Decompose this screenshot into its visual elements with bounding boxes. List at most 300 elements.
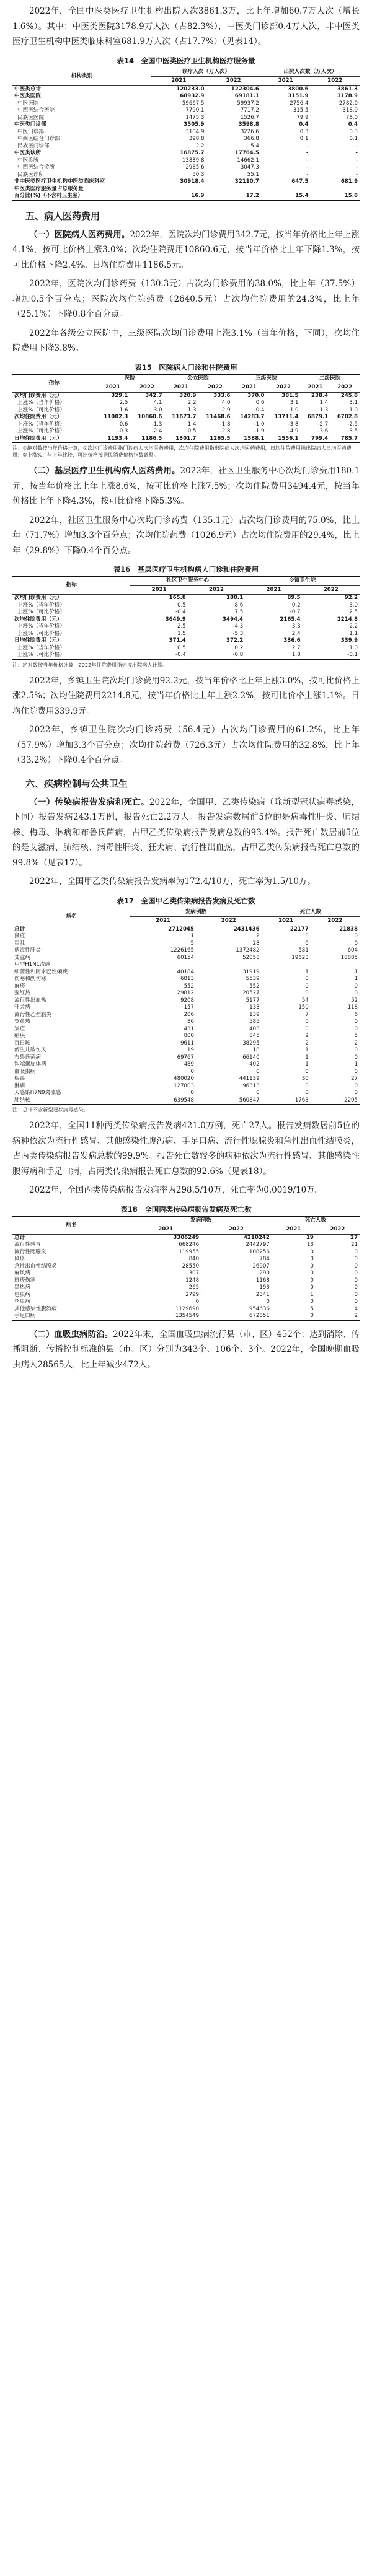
- table-cell: 0: [256, 1068, 260, 1075]
- table-cell: 118: [347, 1004, 358, 1010]
- table-cell: 54: [301, 997, 309, 1004]
- row-label: 疟疾: [14, 1033, 25, 1039]
- table-cell: 27: [351, 1076, 358, 1082]
- row-label: 中医诊所: [17, 157, 39, 164]
- table-year-header: 2021: [272, 1225, 316, 1235]
- table-cell: 560847: [196, 1097, 262, 1105]
- row-label: 民族医医院: [17, 114, 44, 121]
- table-cell: 290: [259, 1270, 270, 1276]
- table-cell: 0: [310, 1299, 314, 1305]
- table-cell: 133: [249, 1004, 260, 1010]
- row-label: 黑热病: [14, 1284, 30, 1290]
- paragraph-text: 2022年，医院次均门诊费用342.7元，按当年价格比上年上涨4.1%，按可比价格上涨3.0%；次均住院费用10860.6元，按当年价格比上年下降1.3%，按可比价格下降2.4%。日均住院费用1186.5元。: [12, 229, 360, 270]
- table-cell: 9611: [180, 1040, 194, 1046]
- paragraph-lead: （二）血吸虫病防治。: [29, 1329, 113, 1339]
- row-label: 人感染H7N9禽流感: [14, 1090, 61, 1096]
- table-cell: 3151.9: [288, 93, 309, 99]
- table-cell: 52058: [242, 954, 260, 961]
- table-row: [12, 421, 360, 429]
- table-row: [12, 150, 360, 157]
- table-cell: 18: [252, 1047, 260, 1053]
- table-cell: 11673.7: [172, 414, 197, 420]
- table-cell: 0: [354, 1291, 358, 1298]
- table-cell: 13839.8: [182, 157, 205, 164]
- table-cell: 27: [350, 1234, 358, 1241]
- table-year-header: 2021: [261, 77, 311, 86]
- table-header-cell: 社区卫生服务中心: [130, 577, 245, 586]
- table-row: [12, 121, 360, 129]
- table-cell: 668246: [179, 1242, 200, 1248]
- row-label: 梅毒: [14, 1076, 25, 1082]
- table-row: [12, 1069, 360, 1076]
- table-cell: 2165.4: [280, 616, 301, 623]
- row-label: 中医类医疗服务量占总服务量: [14, 185, 84, 192]
- table-cell: -1.8: [219, 421, 231, 427]
- table-header-cell: 出院人次数（万人次）: [261, 68, 360, 77]
- table-16-block: [12, 564, 360, 668]
- table-cell: 2442797: [246, 1242, 270, 1248]
- row-label: 肺结核: [12, 1097, 130, 1105]
- table-cell: -3.5: [347, 428, 358, 434]
- table-year-header: 2021: [232, 383, 266, 393]
- table-cell: 7.5: [234, 609, 244, 615]
- table-cell: 0: [354, 1090, 358, 1096]
- table-cell: 2756.4: [290, 100, 309, 107]
- paragraph: [12, 795, 360, 871]
- table-cell: 0: [305, 933, 309, 939]
- table-cell: [151, 186, 206, 193]
- table-cell: 19: [187, 1047, 194, 1053]
- table-cell: 69181.1: [234, 93, 259, 99]
- table-row: [12, 143, 360, 151]
- table-row: [12, 1277, 360, 1285]
- row-label: 钩端螺旋体病: [14, 1061, 46, 1067]
- table-cell: 78.0: [345, 114, 358, 121]
- paragraph-lead: （一）医院病人医药费用。: [29, 229, 130, 240]
- row-label: 布鲁氏菌病: [14, 1054, 41, 1061]
- table-row: [12, 85, 360, 93]
- table-cell: 0: [354, 1263, 358, 1269]
- table-cell: 0: [305, 983, 309, 989]
- table-cell: 0: [310, 1277, 314, 1284]
- table-cell: -: [355, 157, 358, 164]
- table-cell: 0: [310, 1256, 314, 1262]
- table-cell: 0: [190, 1090, 194, 1096]
- table-cell: 1.5: [177, 630, 186, 637]
- paragraph: 2022年，全国丙类传染病报告发病率为298.5/10万，死亡率为0.0019/10万。: [29, 1185, 324, 1195]
- table-year-header: 2021: [164, 383, 198, 393]
- table-row: [12, 1249, 360, 1256]
- row-label: 上涨%（当年价格）: [17, 644, 65, 651]
- table-header-cell: 公立医院: [164, 374, 232, 383]
- row-label: 上涨%（当年价格）: [17, 400, 65, 406]
- paragraph: 2022年，乡镇卫生院次均门诊费用92.2元，按当年价格比上年上涨3.0%，按可比价格上涨2.5%；次均住院费用2214.8元，按当年价格比上年上涨2.2%，按可比价格上涨1.1%。日均住院费用339.9元。: [12, 675, 360, 716]
- table-cell: 60154: [177, 954, 194, 961]
- table-row: [12, 392, 360, 400]
- row-label: 流行性感冒: [14, 1242, 41, 1248]
- table-cell: 489: [184, 1061, 194, 1067]
- table-cell: 318.9: [342, 107, 358, 113]
- table-cell: -1.9: [254, 428, 265, 434]
- table-cell: -2.8: [219, 428, 231, 434]
- table-row: [12, 1012, 360, 1019]
- table-cell: 5539: [246, 976, 260, 982]
- table-cell: -: [306, 164, 309, 170]
- table-cell: 0: [354, 1256, 358, 1262]
- table-cell: [310, 186, 360, 193]
- table-cell: 552: [184, 983, 194, 989]
- row-label: 上涨%（可比价格）: [17, 406, 65, 413]
- paragraph: 2022年，乡镇卫生院次均门诊药费（56.4元）占次均门诊费用的61.2%，比上年（57.9%）增加3.3个百分点；次均住院药费（726.3元）占次均住院费用的32.8%，比上年（33.2%）下降0.4个百分点。: [12, 725, 360, 765]
- table-cell: 11468.6: [206, 414, 231, 420]
- table-cell: -0.8: [188, 652, 245, 659]
- table-cell: 1.4: [319, 400, 329, 406]
- table-cell: 3104.9: [185, 128, 205, 135]
- table-cell: 68932.9: [180, 93, 205, 99]
- table-cell: 1354549: [130, 1313, 201, 1320]
- table-cell: 0: [272, 1313, 316, 1320]
- table-cell: 3047.3: [240, 164, 259, 170]
- table-row: [12, 969, 360, 976]
- table-cell: 1.3: [187, 406, 197, 413]
- row-label: 流行性出血热: [14, 997, 46, 1004]
- table-cell: 0: [354, 1299, 358, 1305]
- table-row: [12, 172, 360, 179]
- table-cell: 1763: [262, 1097, 311, 1105]
- table-cell: 1.8: [245, 652, 302, 659]
- table-18: [12, 1216, 360, 1321]
- table-row: [12, 983, 360, 991]
- table-row: [12, 637, 360, 645]
- table-row: [12, 1033, 360, 1040]
- table-cell: 0: [305, 976, 309, 982]
- row-label: 甲型H1N1流感: [14, 962, 51, 968]
- paragraph: [12, 463, 360, 509]
- table-row: [12, 1061, 360, 1069]
- table-row: [12, 1270, 360, 1277]
- table-cell: 2205: [311, 1097, 360, 1105]
- table-cell: 0: [354, 1270, 358, 1276]
- table-cell: 1129690: [175, 1305, 200, 1312]
- table-cell: 3.3: [291, 623, 301, 629]
- table-cell: 1.4: [187, 421, 197, 427]
- table-cell: 0.4: [299, 121, 309, 128]
- paragraph: 2022年，全国11种丙类传染病报告发病421.0万例，死亡27人。报告发病数居前5位的病种依次为流行性感冒、其他感染性腹泻病、手足口病、流行性腮腺炎和急性出血性结膜炎，占丙类传染病报告发病总数的99.9%。报告死亡数较多的病种依次为流行性感冒、其他感染性腹泻病和手足口病，占丙类传染病报告死亡总数的92.6%（见表18）。: [12, 1121, 360, 1176]
- table-cell: [262, 962, 311, 969]
- table-row: [12, 1313, 360, 1320]
- document-page: [12, 0, 360, 1372]
- table-caption: 表14 全国中医类医疗卫生机构医疗服务量: [117, 56, 255, 65]
- table-cell: 11002.3: [104, 414, 128, 420]
- table-cell: 89.5: [287, 595, 301, 601]
- table-row: [12, 1284, 360, 1292]
- table-cell: 0.3: [299, 128, 309, 135]
- table-row: [12, 1004, 360, 1012]
- table-cell: 1: [305, 1054, 309, 1061]
- table-header-cell: 指标: [12, 374, 95, 392]
- table-cell: [311, 962, 360, 969]
- table-caption: 表17 全国甲乙类传染病报告发病及死亡数: [117, 896, 255, 905]
- table-cell: 0: [354, 1284, 358, 1290]
- table-row: [12, 115, 360, 122]
- table-cell: 3.1: [349, 400, 358, 406]
- table-cell: [261, 186, 311, 193]
- table-row: [12, 645, 360, 652]
- table-row: [12, 976, 360, 983]
- table-row: [12, 1263, 360, 1271]
- table-cell: 0.6: [119, 421, 128, 427]
- table-cell: 4: [354, 1305, 358, 1312]
- row-label: 斑疹伤寒: [14, 1277, 36, 1284]
- table-cell: 1556.1: [266, 436, 300, 443]
- row-label: 中西医结合门诊部: [17, 136, 60, 142]
- row-label: 非中医类医疗卫生机构中医类临床科室: [14, 178, 105, 185]
- table-cell: 3306249: [173, 1234, 200, 1241]
- table-cell: 581: [298, 947, 309, 953]
- row-label: 中医类总计: [14, 85, 41, 92]
- table-cell: 1301.7: [164, 436, 198, 443]
- table-row: [12, 1054, 360, 1062]
- table-cell: 0: [354, 940, 358, 947]
- table-cell: 21838: [339, 926, 358, 932]
- row-label: 日均住院费用（元）: [12, 436, 95, 443]
- table-cell: -: [306, 142, 309, 149]
- table-cell: 245.8: [340, 392, 358, 399]
- table-cell: 16875.7: [180, 150, 205, 156]
- table-row: [12, 631, 360, 638]
- paragraph: [12, 227, 360, 273]
- table-cell: -: [306, 157, 309, 164]
- table-cell: 0: [354, 1047, 358, 1053]
- row-label: 手足口病: [12, 1313, 130, 1320]
- table-row: [12, 178, 360, 186]
- table-cell: 1.0: [290, 406, 299, 413]
- row-label: 急性出血性结膜炎: [14, 1263, 57, 1269]
- table-cell: 0: [195, 1299, 200, 1305]
- row-label: 上涨%（可比价格）: [12, 652, 130, 659]
- table-header-cell: 医院: [95, 374, 164, 383]
- table-cell: 0: [354, 990, 358, 996]
- table-cell: 4.0: [221, 400, 231, 406]
- table-note: 注：总计不含新型冠状病毒感染。: [12, 1106, 89, 1113]
- table-row: [12, 1292, 360, 1299]
- section-title: 五、病人医药费用: [25, 210, 100, 222]
- table-cell: 639548: [130, 1097, 196, 1105]
- paragraph-text: 2022年，全国甲、乙类传染病（除新型冠状病毒感染，下同）报告发病243.1万例，报告死亡2.2万人。报告发病数居前5位的是病毒性肝炎、肺结核、梅毒、淋病和布鲁氏菌病，占甲乙类传染病报告发病总数的93.4%。报告死亡数居前5位的是艾滋病、肺结核、病毒性肝炎、狂犬病、流行性出血热，占甲乙类传染病报告死亡总数的99.8%（见表17）。: [12, 797, 360, 868]
- table-cell: 366.8: [244, 136, 259, 142]
- table-row: [12, 926, 360, 933]
- table-cell: 1: [310, 1291, 314, 1298]
- table-cell: 0: [305, 1019, 309, 1025]
- table-cell: 2.9: [221, 406, 231, 413]
- table-year-header: 2021: [130, 585, 187, 595]
- table-cell: 5: [310, 1305, 314, 1312]
- table-15-block: [12, 362, 360, 459]
- table-year-header: 2021: [95, 383, 130, 393]
- table-cell: 40184: [177, 968, 194, 975]
- row-label: 炭疽: [14, 1025, 25, 1032]
- paragraph: 2022年，社区卫生服务中心次均门诊药费（135.1元）占次均门诊费用的75.0%，比上年（71.7%）增加3.3个百分点；次均住院药费（1026.9元）占次均住院费用的29.4%，比上年（29.8%）下降0.4个百分点。: [12, 515, 360, 556]
- table-row: [12, 100, 360, 108]
- table-cell: -: [355, 142, 358, 149]
- table-header-cell: 发病例数: [130, 908, 261, 917]
- table-cell: 3800.6: [288, 85, 309, 92]
- table-cell: -1.3: [151, 421, 162, 427]
- table-cell: 0: [305, 1090, 309, 1096]
- table-cell: -0.3: [117, 428, 128, 434]
- table-header-cell: 病名: [12, 908, 130, 926]
- table-cell: 30: [301, 1076, 309, 1082]
- table-row: [12, 136, 360, 143]
- table-cell: 0: [310, 1263, 314, 1269]
- table-cell: 14662.1: [237, 157, 259, 164]
- table-cell: 3226.6: [240, 128, 259, 135]
- table-cell: 0.5: [177, 644, 186, 651]
- table-cell: 0: [310, 1248, 314, 1255]
- table-cell: -: [306, 150, 309, 156]
- table-cell: 2: [305, 1033, 309, 1039]
- table-row: [12, 1076, 360, 1083]
- table-cell: 2214.8: [337, 616, 358, 623]
- table-cell: 19623: [291, 954, 309, 961]
- table-cell: -4.9: [288, 428, 299, 434]
- table-cell: 672851: [201, 1313, 272, 1320]
- table-year-header: 2021: [300, 383, 330, 393]
- table-cell: 0.5: [187, 428, 197, 434]
- table-cell: 150: [298, 1004, 309, 1010]
- table-cell: 0.2: [291, 602, 301, 608]
- table-cell: 52: [351, 997, 358, 1004]
- table-cell: 0: [354, 1054, 358, 1061]
- table-cell: 13: [306, 1242, 314, 1248]
- table-cell: 1.0: [349, 406, 358, 413]
- table-row: [12, 940, 360, 948]
- row-label: 新生儿破伤风: [14, 1047, 46, 1053]
- table-cell: -2.7: [317, 421, 329, 427]
- table-row: [12, 436, 360, 443]
- table-cell: 157: [184, 1004, 194, 1010]
- table-cell: 604: [347, 947, 358, 953]
- table-cell: -: [355, 150, 358, 156]
- table-row: [12, 164, 360, 172]
- row-label: 次均门诊费用（元）: [14, 392, 63, 399]
- table-cell: 1: [190, 933, 194, 939]
- table-cell: 2: [305, 1040, 309, 1046]
- table-cell: 13711.4: [274, 414, 299, 420]
- table-cell: 0: [354, 1248, 358, 1255]
- table-row: [12, 414, 360, 421]
- table-cell: 108256: [249, 1248, 270, 1255]
- table-cell: 238.4: [311, 392, 329, 399]
- table-cell: 2799: [185, 1291, 200, 1298]
- paragraph: 2022年，医院次均门诊药费（130.3元）占次均门诊费用的38.0%，比上年（37.5%）增加0.5个百分点；医院次均住院药费（2640.5元）占次均住院费用的24.3%，比上年（25.1%）下降0.8个百分点。: [12, 279, 360, 319]
- table-cell: 0: [190, 1068, 194, 1075]
- table-row: [12, 107, 360, 115]
- table-cell: 96313: [242, 1082, 260, 1089]
- row-label: 血吸虫病: [14, 1068, 36, 1075]
- row-label: 上涨%（可比价格）: [17, 630, 65, 637]
- table-cell: 2.5: [119, 400, 128, 406]
- table-cell: 59667.5: [182, 100, 205, 107]
- table-cell: 20527: [242, 990, 260, 996]
- table-cell: 333.6: [213, 392, 231, 399]
- paragraph-text: 2022年末，全国血吸虫病流行县（市、区）452个；达到消除、传播阻断、传播控制标准的县（市、区）分别为343个、106个、3个。2022年，全国晚期血吸虫病人28565人，比上年减少472人。: [12, 1329, 360, 1370]
- table-cell: 22177: [290, 926, 309, 932]
- table-cell: 17764.5: [234, 150, 259, 156]
- table-cell: 1588.1: [232, 436, 266, 443]
- table-cell: 2712045: [168, 926, 194, 932]
- table-row: [12, 193, 360, 200]
- table-cell: 69767: [177, 1054, 194, 1061]
- table-cell: 1248: [185, 1277, 200, 1284]
- table-cell: 0: [354, 1068, 358, 1075]
- table-cell: 2341: [255, 1291, 270, 1298]
- table-cell: 0.3: [349, 128, 358, 135]
- table-cell: 92.2: [344, 595, 358, 601]
- table-row: [12, 93, 360, 100]
- table-cell: 0: [354, 933, 358, 939]
- table-row: [12, 623, 360, 631]
- table-header-cell: 死亡人数: [272, 1216, 360, 1225]
- table-cell: 1: [354, 1061, 358, 1067]
- table-cell: 2.2: [195, 142, 205, 149]
- table-cell: 2: [256, 933, 260, 939]
- table-row: [12, 186, 360, 193]
- row-label: 次均住院费用（元）: [14, 616, 63, 623]
- table-cell: -: [355, 164, 358, 170]
- table-cell: 2.2: [349, 623, 358, 629]
- table-cell: 28550: [182, 1263, 200, 1269]
- table-cell: -: [306, 171, 309, 178]
- table-cell: 1.6: [119, 406, 128, 413]
- table-cell: 21: [351, 1242, 358, 1248]
- table-cell: -3.8: [288, 421, 299, 427]
- row-label: 上涨%（可比价格）: [17, 609, 65, 615]
- table-cell: -2.5: [347, 421, 358, 427]
- table-18-block: [12, 1204, 360, 1321]
- row-label: 民族医门诊部: [17, 142, 50, 149]
- row-label: 中医门诊部: [17, 128, 44, 135]
- paragraph-lead: （一）传染病报告发病和死亡。: [29, 797, 149, 807]
- table-cell: 3.1: [290, 400, 299, 406]
- table-year-header: 2022: [330, 383, 360, 393]
- row-label: 猩红热: [14, 990, 30, 996]
- row-label: 总计: [14, 926, 25, 932]
- table-cell: 1.1: [349, 630, 358, 637]
- section-title: 六、疾病控制与公共卫生: [25, 778, 128, 789]
- row-label: 百分比(%)（不含村卫生室）: [12, 193, 151, 200]
- table-cell: 122304.6: [231, 85, 259, 92]
- row-label: 流行性乙型脑炎: [14, 1011, 52, 1018]
- table-row: [12, 609, 360, 616]
- table-cell: 681.9: [340, 178, 358, 185]
- table-header-cell: 发病例数: [130, 1216, 271, 1225]
- table-cell: 18885: [340, 954, 358, 961]
- table-cell: 2.4: [291, 630, 301, 637]
- table-cell: 265: [188, 1284, 200, 1290]
- table-cell: 15.8: [310, 193, 360, 200]
- table-note: 注：绝对数按当年价格计算，2022年住院费用指标按出院病人计算。: [12, 661, 168, 668]
- table-cell: 1.3: [319, 406, 329, 413]
- table-cell: [196, 962, 262, 969]
- paragraph: [12, 1327, 360, 1373]
- row-label: 中医医院: [17, 100, 39, 107]
- table-cell: 403: [249, 1025, 260, 1032]
- table-cell: 398.8: [188, 136, 205, 142]
- table-row: [12, 997, 360, 1005]
- table-cell: 86: [187, 1019, 194, 1025]
- table-row: [12, 428, 360, 436]
